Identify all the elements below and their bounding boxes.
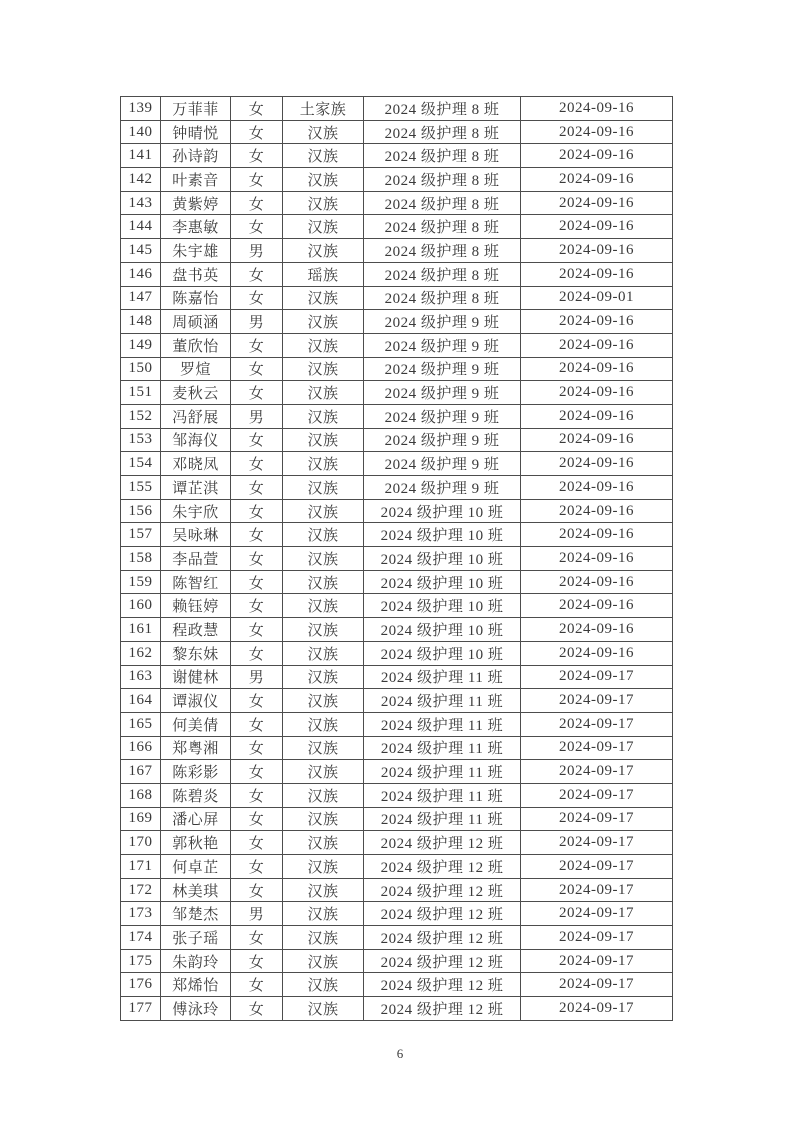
date-cell: 2024-09-16 (521, 239, 673, 263)
name-cell: 陈智红 (161, 570, 231, 594)
class-cell: 2024 级护理 11 班 (364, 783, 521, 807)
date-cell: 2024-09-16 (521, 641, 673, 665)
table-row (121, 760, 673, 784)
gender-cell: 女 (231, 855, 283, 879)
ethnicity-cell: 汉族 (283, 618, 364, 642)
date-cell: 2024-09-16 (521, 262, 673, 286)
ethnicity-cell: 汉族 (283, 452, 364, 476)
class-cell: 2024 级护理 12 班 (364, 855, 521, 879)
name-cell: 郑烯怡 (161, 973, 231, 997)
ethnicity-cell: 汉族 (283, 997, 364, 1021)
name-cell: 叶素音 (161, 168, 231, 192)
date-cell: 2024-09-17 (521, 973, 673, 997)
class-cell: 2024 级护理 8 班 (364, 97, 521, 121)
class-cell: 2024 级护理 10 班 (364, 570, 521, 594)
date-cell: 2024-09-17 (521, 712, 673, 736)
gender-cell: 女 (231, 547, 283, 571)
name-cell: 陈碧炎 (161, 783, 231, 807)
ethnicity-cell: 汉族 (283, 760, 364, 784)
table-row (121, 594, 673, 618)
name-cell: 吴咏琳 (161, 523, 231, 547)
class-cell: 2024 级护理 8 班 (364, 191, 521, 215)
ethnicity-cell: 汉族 (283, 831, 364, 855)
gender-cell: 男 (231, 239, 283, 263)
name-cell: 谭芷淇 (161, 476, 231, 500)
date-cell: 2024-09-16 (521, 594, 673, 618)
name-cell: 黎东妹 (161, 641, 231, 665)
table-row (121, 902, 673, 926)
row-number-cell: 148 (121, 310, 161, 334)
table-row (121, 973, 673, 997)
row-number-cell: 150 (121, 357, 161, 381)
table-row (121, 499, 673, 523)
class-cell: 2024 级护理 10 班 (364, 594, 521, 618)
table-row (121, 926, 673, 950)
name-cell: 谭淑仪 (161, 689, 231, 713)
date-cell: 2024-09-17 (521, 736, 673, 760)
table-row (121, 144, 673, 168)
gender-cell: 女 (231, 783, 283, 807)
class-cell: 2024 级护理 8 班 (364, 168, 521, 192)
class-cell: 2024 级护理 8 班 (364, 215, 521, 239)
table-row (121, 120, 673, 144)
row-number-cell: 170 (121, 831, 161, 855)
name-cell: 陈彩影 (161, 760, 231, 784)
ethnicity-cell: 汉族 (283, 641, 364, 665)
date-cell: 2024-09-16 (521, 381, 673, 405)
gender-cell: 女 (231, 523, 283, 547)
class-cell: 2024 级护理 12 班 (364, 949, 521, 973)
date-cell: 2024-09-16 (521, 357, 673, 381)
date-cell: 2024-09-17 (521, 997, 673, 1021)
name-cell: 麦秋云 (161, 381, 231, 405)
row-number-cell: 158 (121, 547, 161, 571)
gender-cell: 女 (231, 476, 283, 500)
date-cell: 2024-09-16 (521, 120, 673, 144)
class-cell: 2024 级护理 8 班 (364, 239, 521, 263)
class-cell: 2024 级护理 10 班 (364, 641, 521, 665)
name-cell: 邹海仪 (161, 428, 231, 452)
ethnicity-cell: 汉族 (283, 594, 364, 618)
date-cell: 2024-09-16 (521, 618, 673, 642)
ethnicity-cell: 汉族 (283, 404, 364, 428)
date-cell: 2024-09-16 (521, 333, 673, 357)
row-number-cell: 145 (121, 239, 161, 263)
gender-cell: 女 (231, 286, 283, 310)
name-cell: 盘书英 (161, 262, 231, 286)
ethnicity-cell: 汉族 (283, 357, 364, 381)
row-number-cell: 161 (121, 618, 161, 642)
table-row (121, 783, 673, 807)
date-cell: 2024-09-16 (521, 97, 673, 121)
row-number-cell: 152 (121, 404, 161, 428)
name-cell: 赖钰婷 (161, 594, 231, 618)
class-cell: 2024 级护理 12 班 (364, 831, 521, 855)
gender-cell: 女 (231, 736, 283, 760)
table-row (121, 191, 673, 215)
table-row (121, 239, 673, 263)
name-cell: 邹楚杰 (161, 902, 231, 926)
ethnicity-cell: 汉族 (283, 144, 364, 168)
row-number-cell: 153 (121, 428, 161, 452)
table-row (121, 878, 673, 902)
gender-cell: 女 (231, 381, 283, 405)
ethnicity-cell: 汉族 (283, 499, 364, 523)
table-row (121, 476, 673, 500)
student-roster-body (121, 97, 673, 1021)
row-number-cell: 154 (121, 452, 161, 476)
ethnicity-cell: 汉族 (283, 286, 364, 310)
name-cell: 何美倩 (161, 712, 231, 736)
class-cell: 2024 级护理 12 班 (364, 878, 521, 902)
gender-cell: 女 (231, 570, 283, 594)
class-cell: 2024 级护理 9 班 (364, 310, 521, 334)
student-roster-table (120, 96, 673, 1021)
ethnicity-cell: 汉族 (283, 712, 364, 736)
class-cell: 2024 级护理 11 班 (364, 736, 521, 760)
gender-cell: 女 (231, 168, 283, 192)
gender-cell: 女 (231, 618, 283, 642)
name-cell: 朱宇雄 (161, 239, 231, 263)
table-row (121, 712, 673, 736)
name-cell: 程政慧 (161, 618, 231, 642)
table-row (121, 641, 673, 665)
date-cell: 2024-09-16 (521, 499, 673, 523)
row-number-cell: 159 (121, 570, 161, 594)
class-cell: 2024 级护理 8 班 (364, 262, 521, 286)
row-number-cell: 164 (121, 689, 161, 713)
ethnicity-cell: 汉族 (283, 926, 364, 950)
gender-cell: 女 (231, 949, 283, 973)
row-number-cell: 139 (121, 97, 161, 121)
ethnicity-cell: 汉族 (283, 523, 364, 547)
date-cell: 2024-09-16 (521, 452, 673, 476)
row-number-cell: 165 (121, 712, 161, 736)
table-row (121, 949, 673, 973)
row-number-cell: 146 (121, 262, 161, 286)
gender-cell: 女 (231, 499, 283, 523)
table-row (121, 997, 673, 1021)
row-number-cell: 176 (121, 973, 161, 997)
table-row (121, 689, 673, 713)
gender-cell: 男 (231, 404, 283, 428)
name-cell: 何卓芷 (161, 855, 231, 879)
row-number-cell: 172 (121, 878, 161, 902)
row-number-cell: 155 (121, 476, 161, 500)
table-row (121, 831, 673, 855)
name-cell: 潘心屏 (161, 807, 231, 831)
class-cell: 2024 级护理 12 班 (364, 973, 521, 997)
row-number-cell: 166 (121, 736, 161, 760)
class-cell: 2024 级护理 12 班 (364, 926, 521, 950)
class-cell: 2024 级护理 9 班 (364, 381, 521, 405)
date-cell: 2024-09-17 (521, 878, 673, 902)
table-row (121, 310, 673, 334)
ethnicity-cell: 汉族 (283, 428, 364, 452)
gender-cell: 女 (231, 357, 283, 381)
name-cell: 周硕涵 (161, 310, 231, 334)
ethnicity-cell: 汉族 (283, 689, 364, 713)
ethnicity-cell: 汉族 (283, 310, 364, 334)
row-number-cell: 162 (121, 641, 161, 665)
ethnicity-cell: 汉族 (283, 973, 364, 997)
ethnicity-cell: 汉族 (283, 239, 364, 263)
ethnicity-cell: 汉族 (283, 949, 364, 973)
table-row (121, 665, 673, 689)
row-number-cell: 141 (121, 144, 161, 168)
date-cell: 2024-09-01 (521, 286, 673, 310)
gender-cell: 女 (231, 641, 283, 665)
ethnicity-cell: 汉族 (283, 878, 364, 902)
date-cell: 2024-09-16 (521, 191, 673, 215)
row-number-cell: 156 (121, 499, 161, 523)
date-cell: 2024-09-17 (521, 949, 673, 973)
name-cell: 邓晓凤 (161, 452, 231, 476)
gender-cell: 女 (231, 452, 283, 476)
ethnicity-cell: 汉族 (283, 783, 364, 807)
ethnicity-cell: 汉族 (283, 120, 364, 144)
table-row (121, 215, 673, 239)
table-row (121, 452, 673, 476)
ethnicity-cell: 汉族 (283, 736, 364, 760)
date-cell: 2024-09-16 (521, 476, 673, 500)
date-cell: 2024-09-17 (521, 902, 673, 926)
class-cell: 2024 级护理 10 班 (364, 523, 521, 547)
table-row (121, 618, 673, 642)
ethnicity-cell: 汉族 (283, 902, 364, 926)
date-cell: 2024-09-17 (521, 831, 673, 855)
gender-cell: 女 (231, 807, 283, 831)
date-cell: 2024-09-16 (521, 310, 673, 334)
table-row (121, 428, 673, 452)
table-row (121, 547, 673, 571)
row-number-cell: 142 (121, 168, 161, 192)
gender-cell: 女 (231, 712, 283, 736)
class-cell: 2024 级护理 9 班 (364, 333, 521, 357)
ethnicity-cell: 汉族 (283, 381, 364, 405)
name-cell: 朱韵玲 (161, 949, 231, 973)
class-cell: 2024 级护理 9 班 (364, 452, 521, 476)
row-number-cell: 174 (121, 926, 161, 950)
date-cell: 2024-09-17 (521, 689, 673, 713)
ethnicity-cell: 汉族 (283, 168, 364, 192)
row-number-cell: 157 (121, 523, 161, 547)
ethnicity-cell: 汉族 (283, 215, 364, 239)
class-cell: 2024 级护理 9 班 (364, 476, 521, 500)
class-cell: 2024 级护理 12 班 (364, 902, 521, 926)
name-cell: 朱宇欣 (161, 499, 231, 523)
gender-cell: 男 (231, 310, 283, 334)
gender-cell: 女 (231, 878, 283, 902)
name-cell: 董欣怡 (161, 333, 231, 357)
ethnicity-cell: 汉族 (283, 476, 364, 500)
gender-cell: 女 (231, 997, 283, 1021)
class-cell: 2024 级护理 11 班 (364, 712, 521, 736)
ethnicity-cell: 汉族 (283, 333, 364, 357)
ethnicity-cell: 汉族 (283, 547, 364, 571)
row-number-cell: 151 (121, 381, 161, 405)
table-row (121, 855, 673, 879)
ethnicity-cell: 汉族 (283, 570, 364, 594)
class-cell: 2024 级护理 11 班 (364, 760, 521, 784)
name-cell: 傅泳玲 (161, 997, 231, 1021)
date-cell: 2024-09-16 (521, 168, 673, 192)
table-row (121, 286, 673, 310)
table-row (121, 381, 673, 405)
class-cell: 2024 级护理 9 班 (364, 404, 521, 428)
class-cell: 2024 级护理 11 班 (364, 689, 521, 713)
ethnicity-cell: 汉族 (283, 855, 364, 879)
gender-cell: 女 (231, 97, 283, 121)
row-number-cell: 169 (121, 807, 161, 831)
gender-cell: 女 (231, 144, 283, 168)
date-cell: 2024-09-17 (521, 760, 673, 784)
class-cell: 2024 级护理 8 班 (364, 286, 521, 310)
gender-cell: 女 (231, 831, 283, 855)
name-cell: 谢健林 (161, 665, 231, 689)
name-cell: 林美琪 (161, 878, 231, 902)
date-cell: 2024-09-16 (521, 523, 673, 547)
gender-cell: 女 (231, 926, 283, 950)
row-number-cell: 171 (121, 855, 161, 879)
class-cell: 2024 级护理 8 班 (364, 120, 521, 144)
table-row (121, 97, 673, 121)
name-cell: 罗煊 (161, 357, 231, 381)
table-row (121, 262, 673, 286)
class-cell: 2024 级护理 10 班 (364, 547, 521, 571)
row-number-cell: 160 (121, 594, 161, 618)
class-cell: 2024 级护理 11 班 (364, 807, 521, 831)
class-cell: 2024 级护理 9 班 (364, 357, 521, 381)
gender-cell: 女 (231, 689, 283, 713)
row-number-cell: 163 (121, 665, 161, 689)
gender-cell: 男 (231, 902, 283, 926)
name-cell: 李品萱 (161, 547, 231, 571)
name-cell: 郭秋艳 (161, 831, 231, 855)
gender-cell: 男 (231, 665, 283, 689)
class-cell: 2024 级护理 8 班 (364, 144, 521, 168)
table-row (121, 168, 673, 192)
table-row (121, 333, 673, 357)
date-cell: 2024-09-17 (521, 926, 673, 950)
table-row (121, 570, 673, 594)
date-cell: 2024-09-16 (521, 547, 673, 571)
ethnicity-cell: 瑶族 (283, 262, 364, 286)
ethnicity-cell: 土家族 (283, 97, 364, 121)
table-row (121, 736, 673, 760)
ethnicity-cell: 汉族 (283, 191, 364, 215)
name-cell: 钟晴悦 (161, 120, 231, 144)
date-cell: 2024-09-16 (521, 428, 673, 452)
ethnicity-cell: 汉族 (283, 807, 364, 831)
date-cell: 2024-09-16 (521, 144, 673, 168)
class-cell: 2024 级护理 9 班 (364, 428, 521, 452)
gender-cell: 女 (231, 428, 283, 452)
name-cell: 孙诗韵 (161, 144, 231, 168)
gender-cell: 女 (231, 760, 283, 784)
gender-cell: 女 (231, 973, 283, 997)
class-cell: 2024 级护理 10 班 (364, 618, 521, 642)
row-number-cell: 167 (121, 760, 161, 784)
row-number-cell: 168 (121, 783, 161, 807)
table-row (121, 807, 673, 831)
date-cell: 2024-09-17 (521, 783, 673, 807)
row-number-cell: 143 (121, 191, 161, 215)
row-number-cell: 149 (121, 333, 161, 357)
date-cell: 2024-09-16 (521, 404, 673, 428)
name-cell: 郑粤湘 (161, 736, 231, 760)
gender-cell: 女 (231, 333, 283, 357)
row-number-cell: 177 (121, 997, 161, 1021)
gender-cell: 女 (231, 120, 283, 144)
date-cell: 2024-09-16 (521, 215, 673, 239)
date-cell: 2024-09-17 (521, 855, 673, 879)
gender-cell: 女 (231, 594, 283, 618)
gender-cell: 女 (231, 215, 283, 239)
name-cell: 陈嘉怡 (161, 286, 231, 310)
name-cell: 冯舒展 (161, 404, 231, 428)
class-cell: 2024 级护理 10 班 (364, 499, 521, 523)
table-row (121, 523, 673, 547)
page-number: 6 (396, 1046, 404, 1061)
row-number-cell: 147 (121, 286, 161, 310)
class-cell: 2024 级护理 11 班 (364, 665, 521, 689)
ethnicity-cell: 汉族 (283, 665, 364, 689)
table-row (121, 357, 673, 381)
name-cell: 万菲菲 (161, 97, 231, 121)
date-cell: 2024-09-16 (521, 570, 673, 594)
row-number-cell: 175 (121, 949, 161, 973)
date-cell: 2024-09-17 (521, 807, 673, 831)
gender-cell: 女 (231, 191, 283, 215)
date-cell: 2024-09-17 (521, 665, 673, 689)
row-number-cell: 173 (121, 902, 161, 926)
name-cell: 黄紫婷 (161, 191, 231, 215)
class-cell: 2024 级护理 12 班 (364, 997, 521, 1021)
gender-cell: 女 (231, 262, 283, 286)
row-number-cell: 144 (121, 215, 161, 239)
name-cell: 李惠敏 (161, 215, 231, 239)
row-number-cell: 140 (121, 120, 161, 144)
table-row (121, 404, 673, 428)
name-cell: 张子瑶 (161, 926, 231, 950)
